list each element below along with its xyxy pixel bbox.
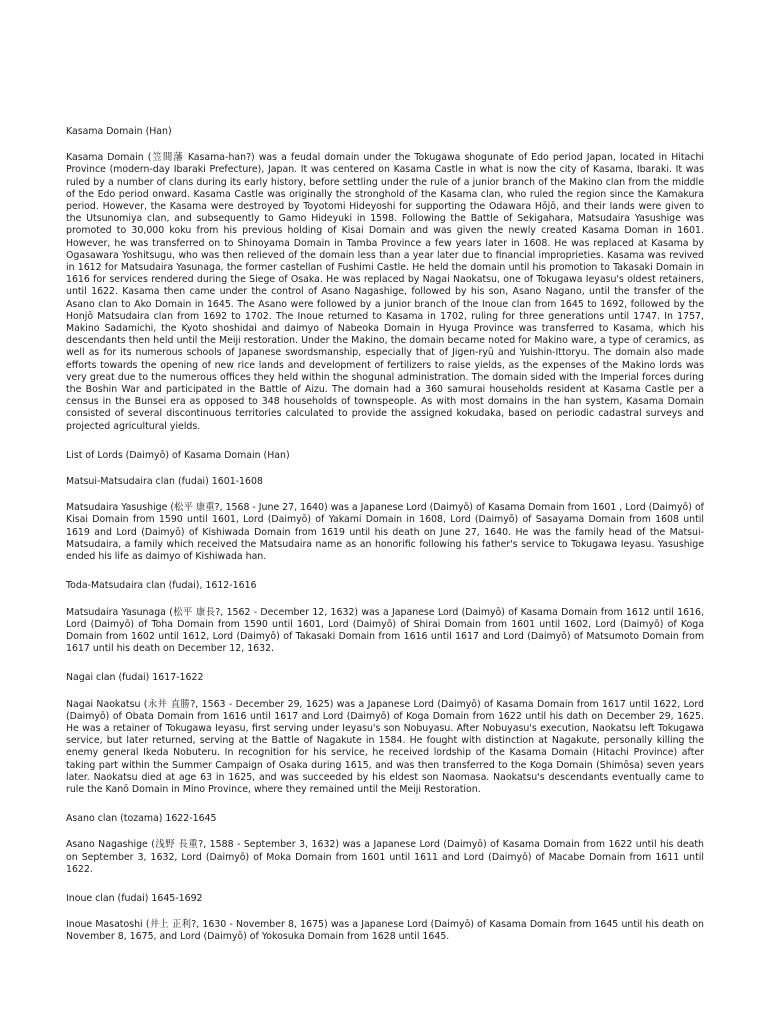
section-body-toda-matsudaira: Matsudaira Yasunaga (松平 康長?, 1562 - December 12, 1632) was a Japanese Lord (Daimyō) of Kasama Domain from 1612 until 1616, Lord (Daimyō) of Toha Domain from 1590 until 1601, Lord (Daimyō) of Shirai Domain from 1601 until 1602, Lord (Daimyō) of Koga Domain from 1602 until 1612, Lord (Daimyō) of Takasaki Domain from 1616 until 1617 and Lord (Daimyō) of Matsumoto Domain from 1617 until his death on December 12, 1632. xyxy=(66,606,704,655)
section-heading-toda-matsudaira: Toda-Matsudaira clan (fudai), 1612-1616 xyxy=(66,580,257,592)
document-page xyxy=(66,126,704,961)
section-heading-inoue: Inoue clan (fudai) 1645-1692 xyxy=(66,892,203,904)
lords-list-heading: List of Lords (Daimyō) of Kasama Domain (Han) xyxy=(66,449,290,461)
section-body-asano: Asano Nagashige (浅野 長重?, 1588 - September 3, 1632) was a Japanese Lord (Daimyō) of Kasama Domain from 1622 until his death on September 3, 1632, Lord (Daimyō) of Moka Domain from 1601 until 1611 and Lord (Daimyō) of Macabe Domain from 1611 until 1622. xyxy=(66,839,704,875)
section-body-matsui-matsudaira: Matsudaira Yasushige (松平 康重?, 1568 - June 27, 1640) was a Japanese Lord (Daimyō) of Kasama Domain from 1601 , Lord (Daimyō) of Kisai Domain from 1590 until 1601, Lord (Daimyō) of Yakami Domain in 1608, Lord (Daimyō) of Sasayama Domain from 1608 until 1619 and Lord (Daimyō) of Kishiwada Domain from 1619 until his death on June 27, 1640. He was the family head of the Matsui-Matsudaira, a family which received the Matsudaira name as an honorific following his father's service to Tokugawa Ieyasu. Yasushige ended his life as daimyo of Kishiwada han. xyxy=(66,502,704,563)
section-heading-matsui-matsudaira: Matsui-Matsudaira clan (fudai) 1601-1608 xyxy=(66,476,263,488)
section-body-inoue: Inoue Masatoshi (井上 正利?, 1630 - November 8, 1675) was a Japanese Lord (Daimyō) of Kasama Domain from 1645 until his death on November 8, 1675, and Lord (Daimyō) of Yokosuka Domain from 1628 until 1645. xyxy=(66,919,704,943)
document-title: Kasama Domain (Han) xyxy=(66,126,172,137)
section-heading-asano: Asano clan (tozama) 1622-1645 xyxy=(66,813,217,825)
section-body-nagai: Nagai Naokatsu (永井 直勝?, 1563 - December 29, 1625) was a Japanese Lord (Daimyō) of Kasama Domain from 1617 until 1622, Lord (Daimyō) of Obata Domain from 1616 until 1617 and Lord (Daimyō) of Koga Domain from 1622 until his dath on December 29, 1625. He was a retainer of Tokugawa Ieyasu, first serving under Ieyasu's son Nobuyasu. After Nobuyasu's execution, Naokatsu left Tokugawa service, but later returned, serving at the Battle of Nagakute in 1584. He fought with distinction at Nagakute, personally killing the enemy general Ikeda Nobuteru. In recognition for his service, he received lordship of the Kasama Domain (Hitachi Province) after taking part within the Summer Campaign of Osaka during 1615, and was then transferred to the Koga Domain (Shimōsa) seven years later. Naokatsu died at age 63 in 1625, and was succeeded by his eldest son Naomasa. Naokatsu's descendants eventually came to rule the Kanō Domain in Mino Province, where they remained until the Meiji Restoration. xyxy=(66,698,704,795)
section-heading-nagai: Nagai clan (fudai) 1617-1622 xyxy=(66,672,204,684)
intro-paragraph: Kasama Domain (笠間藩 Kasama-han?) was a feudal domain under the Tokugawa shogunate of Edo period Japan, located in Hitachi Province (modern-day Ibaraki Prefecture), Japan. It was centered on Kasama Castle in what is now the city of Kasama, Ibaraki. It was ruled by a number of clans during its early history, before settling under the rule of a junior branch of the Makino clan from the middle of the Edo period onward. Kasama Castle was originally the stronghold of the Kasama clan, who ruled the region since the Kamakura period. However, the Kasama were destroyed by Toyotomi Hideyoshi for supporting the Odawara Hōjō, and their lands were given to the Utsunomiya clan, and subsequently to Gamo Hideyuki in 1598. Following the Battle of Sekigahara, Matsudaira Yasushige was promoted to 30,000 koku from his previous holding of Kisai Domain and was given the newly created Kasama Doman in 1601. However, he was transferred on to Shinoyama Domain in Tamba Province a few years later in 1608. He was replaced at Kasama by Ogasawara Yoshitsugu, who was then relieved of the domain less than a year later due to financial improprieties. Kasama was revived in 1612 for Matsudaira Yasunaga, the former castellan of Fushimi Castle. He held the domain until his promotion to Takasaki Domain in 1616 for services rendered during the Siege of Osaka. He was replaced by Nagai Naokatsu, one of Tokugawa Ieyasu's oldest retainers, until 1622. Kasama then came under the control of Asano Nagashige, followed by his son, Asano Nagano, until the transfer of the Asano clan to Ako Domain in 1645. The Asano were followed by a junior branch of the Inoue clan from 1645 to 1692, followed by the Honjō Matsudaira clan from 1692 to 1702. The Inoue returned to Kasama in 1702, ruling for three generations until 1747. In 1757, Makino Sadamichi, the Kyoto shoshidai and daimyo of Nabeoka Domain in Hyuga Province was transferred to Kasama, which his descendants then held until the Meiji restoration. Under the Makino, the domain became noted for Makino ware, a type of ceramics, as well as for its numerous schools of Japanese swordsmanship, especially that of Jigen-ryū and Yuishin-Ittoryu. The domain also made efforts towards the opening of new rice lands and development of fertilizers to raise yields, as the expenses of the Makino lords was very great due to the numerous offices they held within the shogunal administration. The domain sided with the Imperial forces during the Boshin War and participated in the Battle of Aizu. The domain had a 360 samurai households resident at Kasama Castle per a census in the Bunsei era as opposed to 348 households of townspeople. As with most domains in the han system, Kasama Domain consisted of several discontinuous territories calculated to provide the assigned kokudaka, based on periodic cadastral surveys and projected agricultural yields. xyxy=(66,152,704,432)
